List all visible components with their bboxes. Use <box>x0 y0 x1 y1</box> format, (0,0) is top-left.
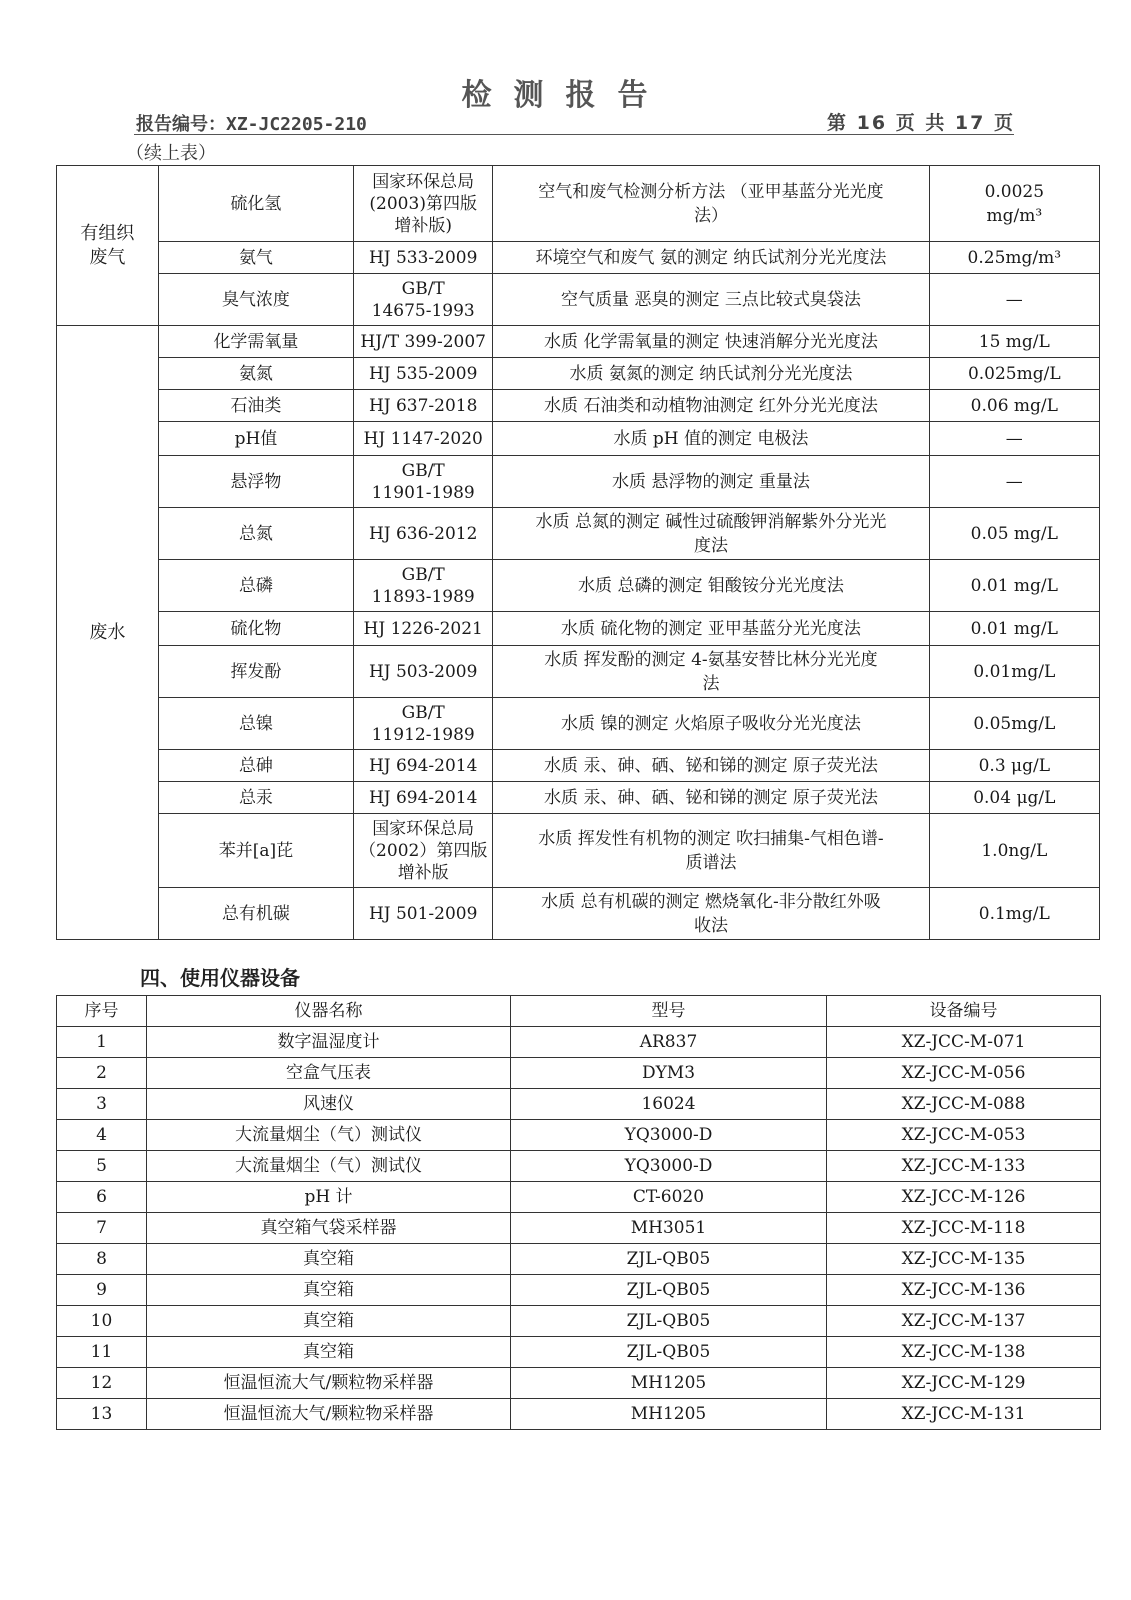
method-row <box>57 390 1100 422</box>
item-cell: 总氮 <box>158 508 353 560</box>
method-row <box>57 242 1100 274</box>
item-cell: 悬浮物 <box>158 456 353 508</box>
standard-cell: HJ 636-2012 <box>354 508 493 560</box>
header-divider <box>134 134 1014 135</box>
method-cell: 水质 总磷的测定 钼酸铵分光光度法 <box>493 560 929 612</box>
seq-cell: 9 <box>57 1275 147 1306</box>
category-cell: 废水 <box>57 326 159 940</box>
model-cell: YQ3000-D <box>511 1151 827 1182</box>
method-row <box>57 560 1100 612</box>
standard-cell: HJ 694-2014 <box>354 750 493 782</box>
standard-cell: GB/T 11893-1989 <box>354 560 493 612</box>
equipment-row <box>57 1306 1101 1337</box>
method-row <box>57 508 1100 560</box>
detection-limit-cell: 0.3 μg/L <box>929 750 1099 782</box>
method-row <box>57 698 1100 750</box>
method-row <box>57 782 1100 814</box>
instrument-name-cell: 大流量烟尘（气）测试仪 <box>147 1120 511 1151</box>
equipment-row <box>57 1058 1101 1089</box>
seq-cell: 3 <box>57 1089 147 1120</box>
model-cell: YQ3000-D <box>511 1120 827 1151</box>
instrument-name-cell: 空盒气压表 <box>147 1058 511 1089</box>
detection-limit-cell: 0.01 mg/L <box>929 612 1099 646</box>
detection-limit-cell: 0.025mg/L <box>929 358 1099 390</box>
method-cell: 水质 挥发性有机物的测定 吹扫捕集-气相色谱- 质谱法 <box>493 814 929 888</box>
standard-cell: HJ 533-2009 <box>354 242 493 274</box>
detection-limit-cell: 0.01mg/L <box>929 646 1099 698</box>
equipment-header-row <box>57 996 1101 1027</box>
model-cell: ZJL-QB05 <box>511 1337 827 1368</box>
seq-cell: 10 <box>57 1306 147 1337</box>
model-cell: AR837 <box>511 1027 827 1058</box>
equipment-row <box>57 1275 1101 1306</box>
item-cell: 石油类 <box>158 390 353 422</box>
page-number: 第 16 页 共 17 页 <box>827 112 1015 134</box>
equipment-row <box>57 1089 1101 1120</box>
detection-limit-cell: 0.05 mg/L <box>929 508 1099 560</box>
standard-cell: HJ 1226-2021 <box>354 612 493 646</box>
method-row <box>57 814 1100 888</box>
seq-cell: 13 <box>57 1399 147 1430</box>
seq-cell: 12 <box>57 1368 147 1399</box>
detection-limit-cell: 0.06 mg/L <box>929 390 1099 422</box>
detection-limit-cell: — <box>929 422 1099 456</box>
equipment-id-cell: XZ-JCC-M-053 <box>827 1120 1101 1151</box>
equipment-row <box>57 1182 1101 1213</box>
instrument-name-cell: 真空箱 <box>147 1244 511 1275</box>
item-cell: 臭气浓度 <box>158 274 353 326</box>
item-cell: 硫化物 <box>158 612 353 646</box>
method-row <box>57 888 1100 940</box>
method-row <box>57 326 1100 358</box>
seq-cell: 7 <box>57 1213 147 1244</box>
model-cell: ZJL-QB05 <box>511 1244 827 1275</box>
method-cell: 水质 挥发酚的测定 4-氨基安替比林分光光度 法 <box>493 646 929 698</box>
instrument-name-cell: 真空箱气袋采样器 <box>147 1213 511 1244</box>
detection-limit-cell: 0.0025 mg/m³ <box>929 166 1099 242</box>
standard-cell: HJ/T 399-2007 <box>354 326 493 358</box>
column-header: 序号 <box>57 996 147 1027</box>
item-cell: 总砷 <box>158 750 353 782</box>
method-row <box>57 358 1100 390</box>
seq-cell: 1 <box>57 1027 147 1058</box>
detection-limit-cell: 0.05mg/L <box>929 698 1099 750</box>
method-cell: 水质 化学需氧量的测定 快速消解分光光度法 <box>493 326 929 358</box>
model-cell: ZJL-QB05 <box>511 1306 827 1337</box>
methods-table <box>56 165 1100 940</box>
model-cell: MH1205 <box>511 1368 827 1399</box>
standard-cell: GB/T 14675-1993 <box>354 274 493 326</box>
equipment-row <box>57 1244 1101 1275</box>
method-cell: 水质 悬浮物的测定 重量法 <box>493 456 929 508</box>
item-cell: 总汞 <box>158 782 353 814</box>
detection-limit-cell: — <box>929 456 1099 508</box>
equipment-id-cell: XZ-JCC-M-126 <box>827 1182 1101 1213</box>
model-cell: 16024 <box>511 1089 827 1120</box>
standard-cell: HJ 694-2014 <box>354 782 493 814</box>
standard-cell: HJ 1147-2020 <box>354 422 493 456</box>
method-cell: 空气质量 恶臭的测定 三点比较式臭袋法 <box>493 274 929 326</box>
method-cell: 环境空气和废气 氨的测定 纳氏试剂分光光度法 <box>493 242 929 274</box>
equipment-row <box>57 1213 1101 1244</box>
instrument-name-cell: 恒温恒流大气/颗粒物采样器 <box>147 1368 511 1399</box>
column-header: 仪器名称 <box>147 996 511 1027</box>
item-cell: 总有机碳 <box>158 888 353 940</box>
method-cell: 水质 汞、砷、硒、铋和锑的测定 原子荧光法 <box>493 750 929 782</box>
seq-cell: 11 <box>57 1337 147 1368</box>
detection-limit-cell: 0.1mg/L <box>929 888 1099 940</box>
instrument-name-cell: 数字温湿度计 <box>147 1027 511 1058</box>
item-cell: 苯并[a]芘 <box>158 814 353 888</box>
item-cell: 挥发酚 <box>158 646 353 698</box>
method-cell: 水质 pH 值的测定 电极法 <box>493 422 929 456</box>
detection-limit-cell: 15 mg/L <box>929 326 1099 358</box>
equipment-id-cell: XZ-JCC-M-137 <box>827 1306 1101 1337</box>
document-title: 检测报告 <box>461 78 670 113</box>
equipment-row <box>57 1337 1101 1368</box>
equipment-id-cell: XZ-JCC-M-056 <box>827 1058 1101 1089</box>
standard-cell: HJ 501-2009 <box>354 888 493 940</box>
method-cell: 水质 氨氮的测定 纳氏试剂分光光度法 <box>493 358 929 390</box>
equipment-id-cell: XZ-JCC-M-131 <box>827 1399 1101 1430</box>
equipment-id-cell: XZ-JCC-M-088 <box>827 1089 1101 1120</box>
column-header: 型号 <box>511 996 827 1027</box>
item-cell: 硫化氢 <box>158 166 353 242</box>
instrument-name-cell: 恒温恒流大气/颗粒物采样器 <box>147 1399 511 1430</box>
seq-cell: 4 <box>57 1120 147 1151</box>
method-cell: 空气和废气检测分析方法 （亚甲基蓝分光光度 法） <box>493 166 929 242</box>
equipment-id-cell: XZ-JCC-M-133 <box>827 1151 1101 1182</box>
standard-cell: GB/T 11912-1989 <box>354 698 493 750</box>
equipment-row <box>57 1151 1101 1182</box>
instrument-name-cell: 真空箱 <box>147 1337 511 1368</box>
item-cell: 氨气 <box>158 242 353 274</box>
detection-limit-cell: 0.01 mg/L <box>929 560 1099 612</box>
seq-cell: 2 <box>57 1058 147 1089</box>
continued-note: （续上表） <box>126 143 216 164</box>
item-cell: 总磷 <box>158 560 353 612</box>
equipment-id-cell: XZ-JCC-M-118 <box>827 1213 1101 1244</box>
instrument-name-cell: 真空箱 <box>147 1306 511 1337</box>
equipment-id-cell: XZ-JCC-M-071 <box>827 1027 1101 1058</box>
method-row <box>57 750 1100 782</box>
category-cell: 有组织 废气 <box>57 166 159 326</box>
item-cell: 化学需氧量 <box>158 326 353 358</box>
model-cell: MH3051 <box>511 1213 827 1244</box>
standard-cell: GB/T 11901-1989 <box>354 456 493 508</box>
item-cell: 氨氮 <box>158 358 353 390</box>
report-number: 报告编号：XZ-JC2205-210 <box>136 114 367 135</box>
standard-cell: HJ 535-2009 <box>354 358 493 390</box>
detection-limit-cell: 0.04 μg/L <box>929 782 1099 814</box>
instrument-name-cell: pH 计 <box>147 1182 511 1213</box>
method-cell: 水质 硫化物的测定 亚甲基蓝分光光度法 <box>493 612 929 646</box>
equipment-id-cell: XZ-JCC-M-129 <box>827 1368 1101 1399</box>
standard-cell: 国家环保总局 （2002）第四版 增补版 <box>354 814 493 888</box>
equipment-table <box>56 995 1101 1430</box>
method-cell: 水质 镍的测定 火焰原子吸收分光光度法 <box>493 698 929 750</box>
instrument-name-cell: 大流量烟尘（气）测试仪 <box>147 1151 511 1182</box>
method-cell: 水质 总氮的测定 碱性过硫酸钾消解紫外分光光 度法 <box>493 508 929 560</box>
equipment-row <box>57 1027 1101 1058</box>
method-cell: 水质 总有机碳的测定 燃烧氧化-非分散红外吸 收法 <box>493 888 929 940</box>
standard-cell: 国家环保总局 (2003)第四版 增补版) <box>354 166 493 242</box>
model-cell: MH1205 <box>511 1399 827 1430</box>
item-cell: 总镍 <box>158 698 353 750</box>
method-row <box>57 646 1100 698</box>
method-row <box>57 612 1100 646</box>
detection-limit-cell: — <box>929 274 1099 326</box>
detection-limit-cell: 0.25mg/m³ <box>929 242 1099 274</box>
seq-cell: 5 <box>57 1151 147 1182</box>
equipment-row <box>57 1399 1101 1430</box>
section-title: 四、使用仪器设备 <box>140 966 300 990</box>
method-row <box>57 456 1100 508</box>
equipment-id-cell: XZ-JCC-M-135 <box>827 1244 1101 1275</box>
standard-cell: HJ 503-2009 <box>354 646 493 698</box>
model-cell: CT-6020 <box>511 1182 827 1213</box>
instrument-name-cell: 真空箱 <box>147 1275 511 1306</box>
column-header: 设备编号 <box>827 996 1101 1027</box>
method-row <box>57 422 1100 456</box>
method-cell: 水质 石油类和动植物油测定 红外分光光度法 <box>493 390 929 422</box>
model-cell: ZJL-QB05 <box>511 1275 827 1306</box>
equipment-row <box>57 1368 1101 1399</box>
equipment-row <box>57 1120 1101 1151</box>
method-cell: 水质 汞、砷、硒、铋和锑的测定 原子荧光法 <box>493 782 929 814</box>
equipment-id-cell: XZ-JCC-M-138 <box>827 1337 1101 1368</box>
item-cell: pH值 <box>158 422 353 456</box>
standard-cell: HJ 637-2018 <box>354 390 493 422</box>
seq-cell: 6 <box>57 1182 147 1213</box>
detection-limit-cell: 1.0ng/L <box>929 814 1099 888</box>
model-cell: DYM3 <box>511 1058 827 1089</box>
seq-cell: 8 <box>57 1244 147 1275</box>
method-row <box>57 274 1100 326</box>
method-row <box>57 166 1100 242</box>
instrument-name-cell: 风速仪 <box>147 1089 511 1120</box>
equipment-id-cell: XZ-JCC-M-136 <box>827 1275 1101 1306</box>
